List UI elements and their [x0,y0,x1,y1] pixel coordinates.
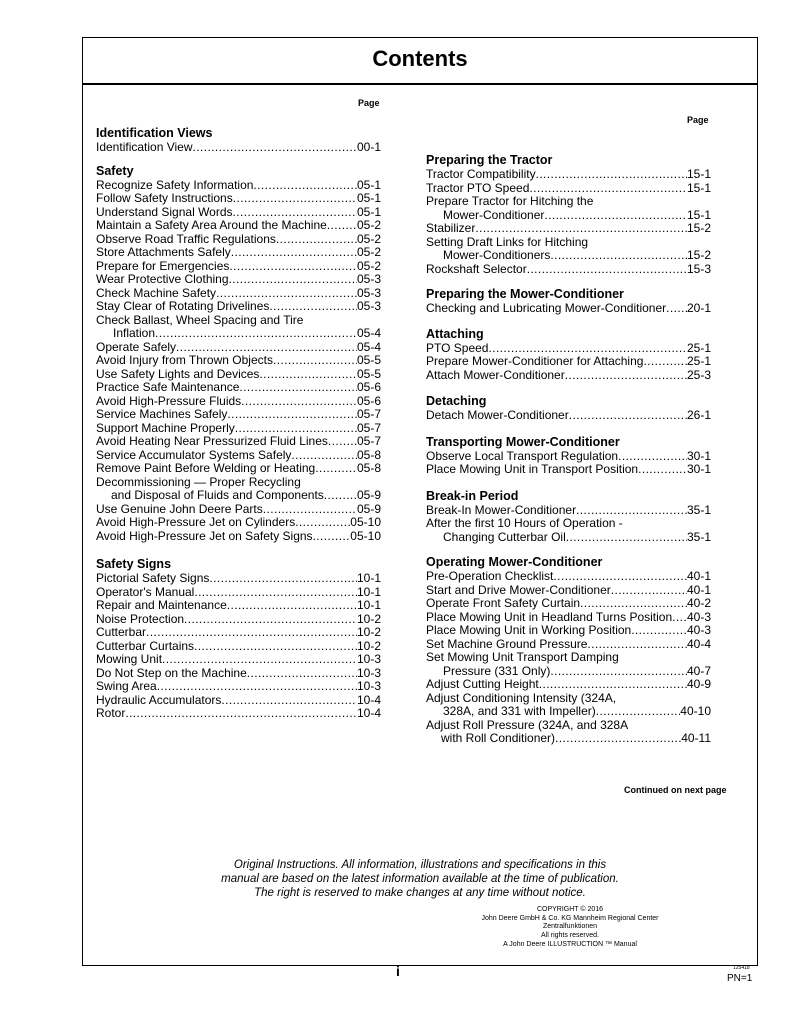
dot-leader [269,300,357,314]
dot-leader [157,680,357,694]
dot-leader [247,667,357,681]
toc-section [96,557,381,721]
toc-entry-title: Mowing Unit [96,652,163,666]
toc-entry[interactable] [426,302,711,316]
toc-entry-line: Setting Draft Links for Hitching [426,234,589,249]
toc-entry-title: Operate Safely [96,339,177,354]
toc-entry-line: Decommissioning — Proper Recycling [96,474,301,489]
dot-leader [241,395,357,409]
toc-entry-title: Cutterbar [96,625,147,639]
toc-entry-page: 05-3 [356,299,381,313]
toc-entry[interactable] [426,342,711,356]
toc-entry[interactable] [426,597,711,611]
dot-leader [184,613,357,627]
page-title: Contents [372,46,468,71]
toc-entry-page: 26-1 [686,408,711,422]
toc-entry-title: Attach Mower-Conditioner [426,367,565,382]
toc-entry-page: 05-9 [356,488,381,502]
toc-entry[interactable] [426,504,711,518]
toc-entry[interactable] [426,705,711,719]
dot-leader [235,422,357,436]
toc-entry-title: Adjust Cutting Height [426,677,539,691]
toc-entry[interactable] [96,694,381,708]
toc-entry-title: Avoid Injury from Thrown Objects [96,353,273,367]
dot-leader [176,341,357,355]
toc-entry-page: 10-2 [356,625,381,639]
toc-entry[interactable] [96,653,381,667]
toc-entry[interactable] [96,395,381,409]
dot-leader [553,570,687,584]
toc-entry-page: 05-3 [356,285,381,300]
toc-entry-page: 30-1 [686,448,711,463]
toc-entry[interactable] [426,369,711,383]
toc-entry-title: PTO Speed [426,340,489,355]
toc-entry-page: 10-2 [356,611,381,626]
dot-leader [194,640,357,654]
toc-entry-page: 15-1 [686,167,711,181]
toc-entry[interactable] [96,626,381,640]
toc-entry-page: 15-3 [686,261,711,276]
toc-entry-title: Tractor PTO Speed [426,180,530,195]
toc-entry-title: Operate Front Safety Curtain [426,596,581,610]
toc-entry-page: 40-1 [686,582,711,597]
dot-leader [638,463,687,477]
toc-entry-page: 10-1 [356,598,381,612]
toc-entry-title: Avoid High-Pressure Jet on Cylinders [96,515,296,529]
toc-entry[interactable] [96,680,381,694]
toc-entry-title: Understand Signal Words [96,204,233,219]
toc-entry-title: Checking and Lubricating Mower-Conditioner [426,301,667,315]
toc-entry-title: Practice Safe Maintenance [96,380,240,394]
toc-entry-page: 10-3 [356,665,381,680]
disclaimer-line: Original Instructions. All information, illustrations and specifications in this [233,859,607,871]
toc-entry-title: Follow Safety Instructions [96,191,233,205]
copyright-block [470,906,670,950]
section-heading: Safety Signs [96,557,172,571]
dot-leader [229,273,357,287]
dot-leader [596,705,681,719]
disclaimer-line: The right is reserved to make changes at any time without notice. [254,887,586,899]
toc-entry-title: Use Genuine John Deere Parts [96,501,263,516]
toc-entry-page: 40-4 [686,636,711,651]
dot-leader [324,489,357,503]
disclaimer [82,858,758,900]
toc-entry-title: Identification View [96,140,193,154]
toc-entry[interactable] [96,503,381,517]
dot-leader [273,354,357,368]
toc-entry-page: 05-9 [356,501,381,516]
toc-entry-title: Use Safety Lights and Devices [96,366,260,381]
dot-leader [295,516,350,530]
dot-leader [566,531,687,545]
toc-section [426,489,711,545]
toc-entry-title: Do Not Step on the Machine [96,665,247,680]
dot-leader [209,572,357,586]
toc-entry-page: 05-2 [356,231,381,246]
toc-entry-page: 05-4 [356,339,381,354]
toc-entry-title: Service Accumulator Systems Safely [96,447,292,462]
toc-entry-page: 40-7 [686,663,711,678]
toc-entry-page: 05-4 [356,326,381,340]
toc-entry-page: 30-1 [686,462,711,476]
toc-entry[interactable] [96,516,381,530]
dot-leader [611,584,687,598]
toc-entry-page: 05-2 [356,258,381,273]
toc-entry-title: Stabilizer [426,221,476,235]
toc-entry-title: Observe Road Traffic Regulations [96,231,276,246]
dot-leader [194,586,357,600]
dot-leader [276,233,357,247]
toc-entry-page: 05-1 [356,204,381,219]
toc-entry-line: After the first 10 Hours of Operation - [426,516,623,530]
toc-section [426,287,711,316]
toc-entry-page: 25-1 [686,354,711,368]
toc-entry-page: 40-9 [686,677,711,691]
toc-entry[interactable] [96,341,381,355]
continued-note: Continued on next page [624,785,727,795]
copyright-line: Zentralfunktionen [542,923,598,931]
toc-entry-title: Start and Drive Mower-Conditioner [426,582,611,597]
section-heading: Transporting Mower-Conditioner [426,434,620,449]
toc-entry[interactable] [96,707,381,721]
toc-entry-page: 00-1 [356,140,381,154]
toc-entry[interactable] [426,463,711,477]
dot-leader [221,694,357,708]
dot-leader [146,626,357,640]
toc-entry-title: Changing Cutterbar Oil [443,529,566,544]
toc-entry-page: 10-2 [356,638,381,653]
section-heading: Attaching [426,326,484,341]
dot-leader [216,287,357,301]
toc-entry[interactable] [96,287,381,301]
dot-leader [550,249,687,263]
toc-entry-title: Pressure (331 Only) [443,663,551,678]
toc-entry-line: Adjust Roll Pressure (324A, and 328A [426,717,629,732]
toc-entry-title: Rockshaft Selector [426,261,527,276]
toc-entry[interactable] [426,355,711,369]
dot-leader [239,381,357,395]
toc-entry-page: 40-3 [686,609,711,624]
toc-entry-page: 05-10 [350,528,381,543]
toc-entry[interactable] [96,640,381,654]
toc-entry[interactable] [96,613,381,627]
toc-entry-page: 15-2 [686,248,711,262]
toc-entry[interactable] [96,300,381,314]
toc-entry-page: 40-2 [686,596,711,610]
toc-entry[interactable] [96,489,381,503]
toc-entry[interactable] [426,584,711,598]
dot-leader [488,342,686,356]
toc-entry-page: 05-6 [356,393,381,408]
toc-entry[interactable] [96,260,381,274]
toc-entry[interactable] [426,611,711,625]
disclaimer-line: manual are based on the latest information available at the time of publication. [221,873,619,885]
dot-leader [253,179,357,193]
toc-entry-title: Recognize Safety Information [96,177,254,192]
toc-entry-page: 10-3 [356,652,381,666]
dot-leader [580,597,687,611]
toc-entry-page: 25-1 [686,340,711,355]
copyright-line: John Deere GmbH & Co. KG Mannheim Regional Center [481,914,659,922]
copyright-line: A John Deere ILLUSTRUCTION ™ Manual [503,940,637,948]
dot-leader [529,182,687,196]
toc-entry[interactable] [426,531,711,545]
toc-entry-page: 40-3 [686,623,711,637]
toc-entry-title: Pre-Operation Checklist [426,569,554,583]
dot-leader [263,503,357,517]
dot-leader [227,408,357,422]
dot-leader [327,219,357,233]
dot-leader [475,222,687,236]
toc-entry-page: 05-7 [356,407,381,421]
toc-entry-title: and Disposal of Fluids and Components [111,488,324,502]
dot-leader [539,678,687,692]
toc-entry[interactable] [96,572,381,586]
section-heading: Preparing the Mower-Conditioner [426,287,624,301]
dot-leader [233,192,357,206]
toc-entry-line: Set Mowing Unit Transport Damping [426,650,619,664]
toc-entry[interactable] [96,206,381,220]
toc-entry-title: Place Mowing Unit in Headland Turns Position [426,609,673,624]
toc-entry-page: 10-1 [356,584,381,599]
toc-entry-title: Observe Local Transport Regulation [426,448,619,463]
dot-leader [125,707,357,721]
dot-leader [527,263,687,277]
toc-entry-page: 05-7 [356,434,381,448]
toc-entry-title: Swing Area [96,679,157,693]
dot-leader [555,732,681,746]
toc-entry-title: Mower-Conditioners [443,248,551,262]
toc-entry-page: 05-7 [356,420,381,435]
left-page-header: Page [358,98,380,108]
toc-entry[interactable] [426,209,711,223]
toc-entry[interactable] [426,665,711,679]
toc-entry[interactable] [96,408,381,422]
toc-entry-title: Cutterbar Curtains [96,638,195,653]
toc-entry-page: 05-2 [356,245,381,259]
toc-entry-title: Rotor [96,706,126,720]
toc-entry-page: 25-3 [686,367,711,382]
dot-leader [233,206,357,220]
toc-entry[interactable] [96,462,381,476]
toc-entry[interactable] [96,599,381,613]
toc-entry[interactable] [96,219,381,233]
toc-entry[interactable] [426,732,711,746]
toc-entry[interactable] [426,678,711,692]
toc-entry-title: Pictorial Safety Signs [96,571,210,585]
toc-entry-page: 05-5 [356,353,381,367]
toc-entry-page: 05-8 [356,447,381,462]
toc-entry-page: 05-10 [350,515,381,529]
toc-section [426,555,711,746]
toc-entry-title: Repair and Maintenance [96,598,227,612]
toc-entry[interactable] [96,327,381,341]
toc-entry-page: 10-4 [356,706,381,720]
toc-entry-line: Prepare Tractor for Hitching the [426,194,594,208]
toc-entry[interactable] [96,381,381,395]
toc-entry[interactable] [96,179,381,193]
toc-entry-title: with Roll Conditioner) [441,731,556,745]
toc-entry-title: Stay Clear of Rotating Drivelines [96,299,270,313]
toc-entry-page: 10-1 [356,571,381,585]
toc-entry[interactable] [96,435,381,449]
toc-entry[interactable] [96,273,381,287]
dot-leader [328,435,357,449]
dot-leader [666,302,687,316]
toc-entry-page: 05-3 [356,272,381,286]
dot-leader [672,611,687,625]
toc-entry-title: Store Attachments Safely [96,245,231,259]
toc-entry-title: Check Machine Safety [96,285,217,300]
dot-leader [536,168,687,182]
toc-entry-page: 05-1 [356,177,381,192]
toc-entry[interactable] [96,354,381,368]
section-heading: Break-in Period [426,488,519,503]
dot-leader [576,504,687,518]
toc-section [426,435,711,477]
toc-entry[interactable] [96,422,381,436]
toc-entry-page: 35-1 [686,529,711,544]
dot-leader [643,355,687,369]
toc-entry-title: 328A, and 331 with Impeller) [443,704,596,718]
toc-entry-page: 10-3 [356,679,381,693]
toc-entry[interactable] [426,570,711,584]
toc-entry[interactable] [426,450,711,464]
toc-entry-title: Mower-Conditioner [443,207,545,222]
toc-entry-title: Support Machine Properly [96,420,235,435]
toc-entry[interactable] [96,141,381,155]
dot-leader [550,665,687,679]
toc-entry-page: 05-5 [356,366,381,381]
toc-section [426,153,711,276]
dot-leader [231,246,357,260]
pn-label: PN=1 [727,973,753,984]
toc-entry-line: Adjust Conditioning Intensity (324A, [426,690,617,705]
toc-entry-page: 05-2 [356,218,381,232]
toc-entry[interactable] [426,168,711,182]
toc-entry[interactable] [96,449,381,463]
toc-entry[interactable] [426,263,711,277]
toc-section [426,327,711,383]
toc-entry[interactable] [96,530,381,544]
toc-entry-title: Place Mowing Unit in Transport Position [426,462,639,476]
toc-entry-title: Detach Mower-Conditioner [426,408,569,422]
toc-entry[interactable] [96,368,381,382]
toc-entry-page: 40-1 [686,569,711,583]
toc-entry-page: 20-1 [686,301,711,315]
toc-entry-title: Avoid High-Pressure Fluids [96,393,242,408]
dot-leader [313,530,351,544]
toc-entry-title: Set Machine Ground Pressure [426,636,588,651]
right-page-header: Page [687,115,709,125]
toc-entry[interactable] [96,233,381,247]
section-heading: Detaching [426,394,487,408]
toc-entry-title: Remove Paint Before Welding or Heating [96,461,316,475]
dot-leader [193,141,357,155]
dot-leader [544,209,687,223]
toc-entry[interactable] [96,667,381,681]
dot-leader [227,599,357,613]
section-heading: Operating Mower-Conditioner [426,555,603,569]
dot-leader [259,368,357,382]
toc-entry-page: 05-1 [356,191,381,205]
toc-entry-title: Tractor Compatibility [426,167,536,181]
dot-leader [291,449,357,463]
toc-section [426,394,711,423]
page-number: i [396,963,400,979]
toc-entry-page: 05-6 [356,380,381,394]
toc-entry-line: Check Ballast, Wheel Spacing and Tire [96,312,304,327]
toc-entry-page: 15-2 [686,221,711,235]
toc-entry-title: Place Mowing Unit in Working Position [426,623,632,637]
toc-entry-title: Avoid Heating Near Pressurized Fluid Lines [96,434,328,448]
toc-entry-title: Noise Protection [96,611,185,626]
toc-entry-page: 10-4 [356,692,381,707]
toc-entry-page: 15-1 [686,180,711,195]
toc-entry-page: 35-1 [686,502,711,517]
toc-entry-title: Maintain a Safety Area Around the Machine [96,218,327,232]
toc-section [96,164,381,544]
section-heading: Preparing the Tractor [426,153,553,167]
toc-entry-title: Avoid High-Pressure Jet on Safety Signs [96,528,313,543]
toc-entry[interactable] [426,624,711,638]
toc-entry-page: 40-11 [681,731,711,745]
dot-leader [618,450,687,464]
dot-leader [569,409,687,423]
toc-entry[interactable] [426,222,711,236]
dot-leader [587,638,687,652]
toc-entry-title: Wear Protective Clothing [96,272,229,286]
toc-entry[interactable] [426,182,711,196]
toc-entry[interactable] [426,638,711,652]
dot-leader [565,369,687,383]
toc-entry-title: Prepare for Emergencies [96,258,230,273]
image-code: 125418 [733,965,750,971]
toc-right-column [426,153,711,746]
toc-entry-title: Break-In Mower-Conditioner [426,502,577,517]
toc-entry-title: Prepare Mower-Conditioner for Attaching [426,354,644,368]
dot-leader [229,260,357,274]
dot-leader [162,653,357,667]
toc-entry-title: Hydraulic Accumulators [96,692,222,707]
dot-leader [155,327,357,341]
dot-leader [315,462,357,476]
copyright-line: COPYRIGHT © 2016 [536,906,604,913]
copyright-line: All rights reserved. [541,932,599,940]
toc-left-column [96,126,381,721]
toc-entry[interactable] [426,249,711,263]
toc-entry-title: Operator's Manual [96,584,195,599]
dot-leader [631,624,687,638]
toc-entry[interactable] [96,586,381,600]
toc-section [96,126,381,155]
toc-entry[interactable] [96,192,381,206]
toc-entry-page: 05-8 [356,461,381,475]
section-heading: Identification Views [96,126,213,140]
toc-entry-title: Service Machines Safely [96,407,228,421]
toc-entry[interactable] [426,409,711,423]
toc-entry[interactable] [96,246,381,260]
section-heading: Safety [96,163,134,178]
toc-entry-page: 15-1 [686,207,711,222]
toc-entry-title: Inflation [113,326,156,340]
toc-entry-page: 40-10 [680,704,711,718]
